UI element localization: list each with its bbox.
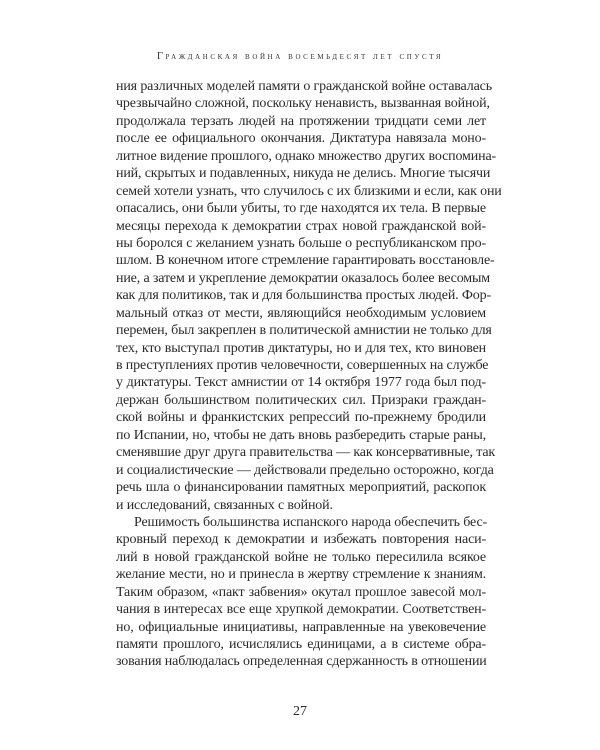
text-line: чания в интересах все еще хрупкой демократии. Соответствен-	[116, 602, 486, 618]
text-line: ний, скрытых и подавленных, никуда не делись. Многие тысячи	[116, 166, 491, 182]
text-line: речь шла о финансировании памятных мероприятий, раскопок	[116, 480, 486, 496]
text-line: но, официальные инициативы, направленные на увековечение	[116, 619, 486, 635]
text-line: мальный отказ от мести, являющийся необходимым условием	[116, 305, 486, 321]
text-line: лий в новой гражданской войне не только пересилила всякое	[116, 549, 486, 565]
text-line: Таким образом, «пакт забвения» окутал прошлое завесой мол-	[116, 584, 486, 600]
text-line: литное видение прошлого, однако множество других воспомина-	[116, 148, 497, 164]
page-number: 27	[293, 704, 307, 719]
text-line: у диктатуры. Текст амнистии от 14 октября 1977 года был под-	[116, 375, 486, 391]
text-line: чрезвычайно сложной, поскольку ненависть, вызванная войной,	[116, 96, 490, 112]
text-line: желание мести, но и принесла в жертву стремление к знаниям.	[116, 567, 486, 583]
paragraph	[116, 78, 502, 514]
text-line: сменявшие друг друга правительства — как консервативные, так	[116, 445, 496, 461]
running-head: Гражданская война восемьдесят лет спустя	[156, 51, 444, 62]
text-line: в преступлениях против человечности, совершенных на службе	[116, 358, 489, 373]
text-line: памяти прошлого, исчислялись единицами, а в системе обра-	[116, 637, 486, 652]
text-line: после ее официального окончания. Диктатура навязала моно-	[116, 131, 486, 147]
text-line: тех, кто выступал против диктатуры, но и для тех, кто виновен	[116, 340, 486, 356]
text-line: шлом. В конечном итоге стремление гарантировать восстановле-	[116, 253, 495, 269]
text-line: опасались, они были убиты, то где находятся их тела. В первые	[116, 201, 486, 217]
text-line: месяцы перехода к демократии страх новой гражданской вой-	[116, 218, 486, 234]
text-line: ской войны и франкистских репрессий по-прежнему бродили	[116, 410, 486, 426]
text-line: как для политиков, так и для большинства простых людей. Фор-	[116, 288, 492, 304]
text-line: держан большинством политических сил. Призраки граждан-	[116, 392, 486, 408]
body-text	[116, 78, 502, 671]
text-line: продолжала терзать людей на протяжении тридцати семи лет	[116, 113, 486, 129]
text-line: Решимость большинства испанского народа обеспечить бес-	[134, 514, 488, 530]
text-line: по Испании, но, чтобы не дать вновь разбередить старые раны,	[116, 427, 486, 443]
text-line: семей хотели узнать, что случилось с их близкими и если, как они	[116, 183, 502, 199]
text-line: перемен, был закреплен в политической амнистии не только для	[116, 323, 492, 339]
paragraph	[116, 514, 486, 671]
text-line: и исследований, связанных с войной.	[116, 497, 333, 513]
text-line: кровный переход к демократии и избежать повторения наси-	[116, 532, 486, 548]
text-line: зования наблюдалась определенная сдержанность в отношении	[116, 654, 487, 670]
text-line: ние, а затем и укрепление демократии оказалось более весомым	[116, 270, 490, 286]
text-line: ны боролся с желанием узнать больше о республиканском про-	[116, 235, 486, 251]
text-line: и социалистические — действовали предельно осторожно, когда	[116, 462, 494, 478]
text-line: ния различных моделей памяти о гражданской войне оставалась	[116, 79, 492, 94]
